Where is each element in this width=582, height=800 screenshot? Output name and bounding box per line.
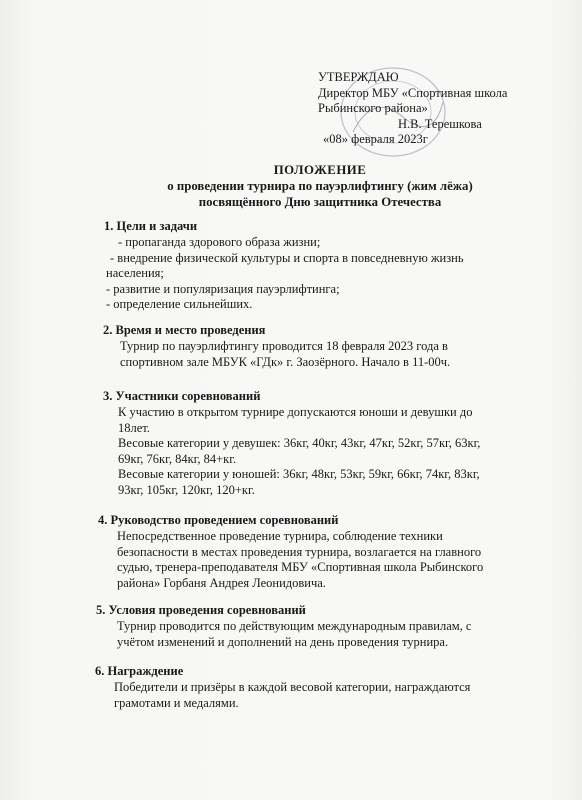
section-2-line: спортивном зале МБУК «ГДк» г. Заозёрного. Начало в 11-00ч. xyxy=(120,354,451,369)
section-4-line: безопасности в местах проведения турнира, возлагается на главного xyxy=(117,544,482,559)
section-4-line: района» Горбаня Андрея Леонидовича. xyxy=(117,575,326,590)
approval-label: УТВЕРЖДАЮ xyxy=(318,70,399,84)
section-3-line: К участию в открытом турнире допускаются юноши и девушки до xyxy=(118,405,473,419)
section-5-heading: 5. Условия проведения соревнований xyxy=(96,603,306,617)
section-3-line: 93кг, 105кг, 120кг, 120+кг. xyxy=(118,482,255,497)
section-2-heading: 2. Время и место проведения xyxy=(103,323,266,337)
section-6-body xyxy=(114,680,470,711)
section-6-heading: 6. Награждение xyxy=(95,664,184,678)
section-4-line: Непосредственное проведение турнира, соблюдение техники xyxy=(117,529,443,543)
section-2-body xyxy=(120,339,450,370)
approval-block xyxy=(318,70,568,148)
section-3-line: Весовые категории у юношей: 36кг, 48кг, 53кг, 59кг, 66кг, 74кг, 83кг, xyxy=(118,467,480,481)
section-3-line: 69кг, 76кг, 84кг, 84+кг. xyxy=(118,451,237,466)
section-1-line: населения; xyxy=(106,266,164,280)
section-5-line: Турнир проводится по действующим международным правилам, с xyxy=(117,619,472,633)
section-2-line: Турнир по пауэрлифтингу проводится 18 февраля 2023 года в xyxy=(120,339,448,353)
section-1-line: - пропаганда здорового образа жизни; xyxy=(118,235,321,249)
section-3-line: 18лет. xyxy=(118,420,150,435)
approval-date: «08» февраля 2023г xyxy=(323,132,428,146)
section-3-body xyxy=(118,405,480,498)
section-1-line: - внедрение физической культуры и спорта в повседневную жизнь xyxy=(110,250,464,265)
section-1-line: - развитие и популяризация пауэрлифтинга; xyxy=(106,281,340,296)
document-title: ПОЛОЖЕНИЕ xyxy=(273,163,367,177)
section-3-heading: 3. Участники соревнований xyxy=(103,389,261,403)
section-5-body xyxy=(117,619,471,650)
section-1-body xyxy=(106,235,464,313)
section-6-line: грамотами и медалями. xyxy=(114,695,239,710)
section-4-body xyxy=(117,529,483,591)
document-subtitle-line2: посвящённого Дню защитника Отечества xyxy=(198,195,442,209)
section-1-line: - определение сильнейших. xyxy=(106,297,253,311)
approval-signature: Н.В. Терешкова xyxy=(398,116,482,131)
section-3-line: Весовые категории у девушек: 36кг, 40кг, 43кг, 47кг, 52кг, 57кг, 63кг, xyxy=(118,436,481,450)
section-1-heading: 1. Цели и задачи xyxy=(104,219,198,233)
section-5-line: учётом изменений и дополнений на день проведения турнира. xyxy=(117,634,449,649)
section-4-heading: 4. Руководство проведением соревнований xyxy=(98,513,339,527)
section-4-line: судью, тренера-преподавателя МБУ «Спортивная школа Рыбинского xyxy=(117,560,484,574)
document-subtitle-line1: о проведении турнира по пауэрлифтингу (жим лёжа) xyxy=(167,179,473,193)
document-title-block xyxy=(120,162,520,210)
approval-director-line2: Рыбинского района» xyxy=(318,101,428,115)
section-6-line: Победители и призёры в каждой весовой категории, награждаются xyxy=(114,680,471,694)
approval-director-line1: Директор МБУ «Спортивная школа xyxy=(318,85,508,100)
